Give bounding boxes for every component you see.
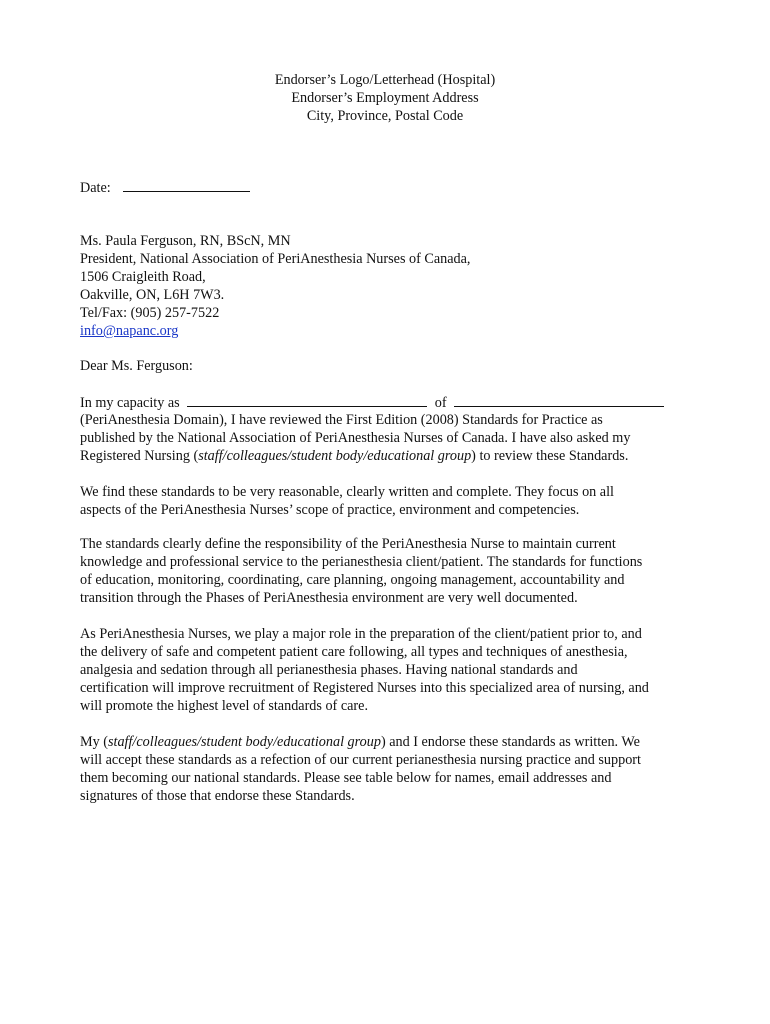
letterhead-line-1: Endorser’s Logo/Letterhead (Hospital)	[274, 72, 496, 88]
paragraph-5-line-4: signatures of those that endorse these Standards.	[80, 788, 355, 804]
paragraph-1-line-4-start: Registered Nursing (	[80, 448, 199, 464]
recipient-street: 1506 Craigleith Road,	[80, 269, 206, 285]
domain-blank-field[interactable]	[454, 393, 664, 407]
recipient-name: Ms. Paula Ferguson, RN, BScN, MN	[80, 233, 291, 249]
recipient-address	[80, 232, 700, 340]
letterhead-line-3: City, Province, Postal Code	[306, 108, 464, 124]
capacity-label: In my capacity as	[80, 395, 180, 411]
date-line	[80, 178, 700, 196]
paragraph-4-line-5: will promote the highest level of standards of care.	[80, 698, 368, 714]
recipient-email-link[interactable]: info@napanc.org	[80, 323, 179, 339]
paragraph-3	[80, 535, 700, 607]
paragraph-5	[80, 733, 700, 805]
paragraph-5-line-1-start: My (	[80, 734, 108, 750]
paragraph-1-line-4	[80, 447, 700, 465]
paragraph-1	[80, 393, 700, 465]
paragraph-3-line-2: knowledge and professional service to the perianesthesia client/patient. The standards for functions	[80, 554, 643, 570]
letterhead-line-2: Endorser’s Employment Address	[291, 90, 479, 106]
recipient-phone: Tel/Fax: (905) 257-7522	[80, 305, 220, 321]
paragraph-3-line-4: transition through the Phases of PeriAnesthesia environment are very well documented.	[80, 590, 578, 606]
paragraph-4-line-2: the delivery of safe and competent patient care following, all types and techniques of anesthesia,	[80, 644, 628, 660]
paragraph-5-line-2: will accept these standards as a refection of our current perianesthesia nursing practice and support	[80, 752, 641, 768]
capacity-blank-field[interactable]	[187, 393, 427, 407]
recipient-title: President, National Association of PeriAnesthesia Nurses of Canada,	[80, 251, 471, 267]
paragraph-2-line-1: We find these standards to be very reasonable, clearly written and complete. They focus on all	[80, 484, 614, 500]
salutation	[80, 357, 700, 375]
paragraph-1-line-2: (PeriAnesthesia Domain), I have reviewed the First Edition (2008) Standards for Practice as	[80, 412, 603, 428]
date-label: Date:	[80, 180, 111, 196]
paragraph-5-line-3: them becoming our national standards. Please see table below for names, email addresses and	[80, 770, 612, 786]
paragraph-5-line-1-end: ) and I endorse these standards as written. We	[380, 734, 640, 750]
paragraph-1-line-3: published by the National Association of PeriAnesthesia Nurses of Canada. I have also asked my	[80, 430, 631, 446]
letterhead	[0, 71, 770, 125]
paragraph-3-line-1: The standards clearly define the responsibility of the PeriAnesthesia Nurse to maintain current	[80, 536, 616, 552]
paragraph-4-line-1: As PeriAnesthesia Nurses, we play a major role in the preparation of the client/patient prior to, and	[80, 626, 642, 642]
paragraph-2-line-2: aspects of the PeriAnesthesia Nurses’ scope of practice, environment and competencies.	[80, 502, 580, 518]
paragraph-4	[80, 625, 700, 715]
paragraph-1-line-4-end: ) to review these Standards.	[471, 448, 629, 464]
staff-group-placeholder: staff/colleagues/student body/educational group	[198, 448, 472, 464]
paragraph-3-line-3: of education, monitoring, coordinating, care planning, ongoing management, accountability and	[80, 572, 625, 588]
of-label: of	[434, 395, 447, 411]
paragraph-5-line-1	[80, 733, 700, 751]
paragraph-2	[80, 483, 700, 519]
recipient-city: Oakville, ON, L6H 7W3.	[80, 287, 225, 303]
paragraph-4-line-3: analgesia and sedation through all perianesthesia phases. Having national standards and	[80, 662, 578, 678]
paragraph-4-line-4: certification will improve recruitment of Registered Nurses into this specialized area of nursing, and	[80, 680, 649, 696]
date-blank-field[interactable]	[123, 178, 250, 192]
staff-group-placeholder-2: staff/colleagues/student body/educational group	[107, 734, 381, 750]
salutation-text: Dear Ms. Ferguson:	[80, 358, 193, 374]
